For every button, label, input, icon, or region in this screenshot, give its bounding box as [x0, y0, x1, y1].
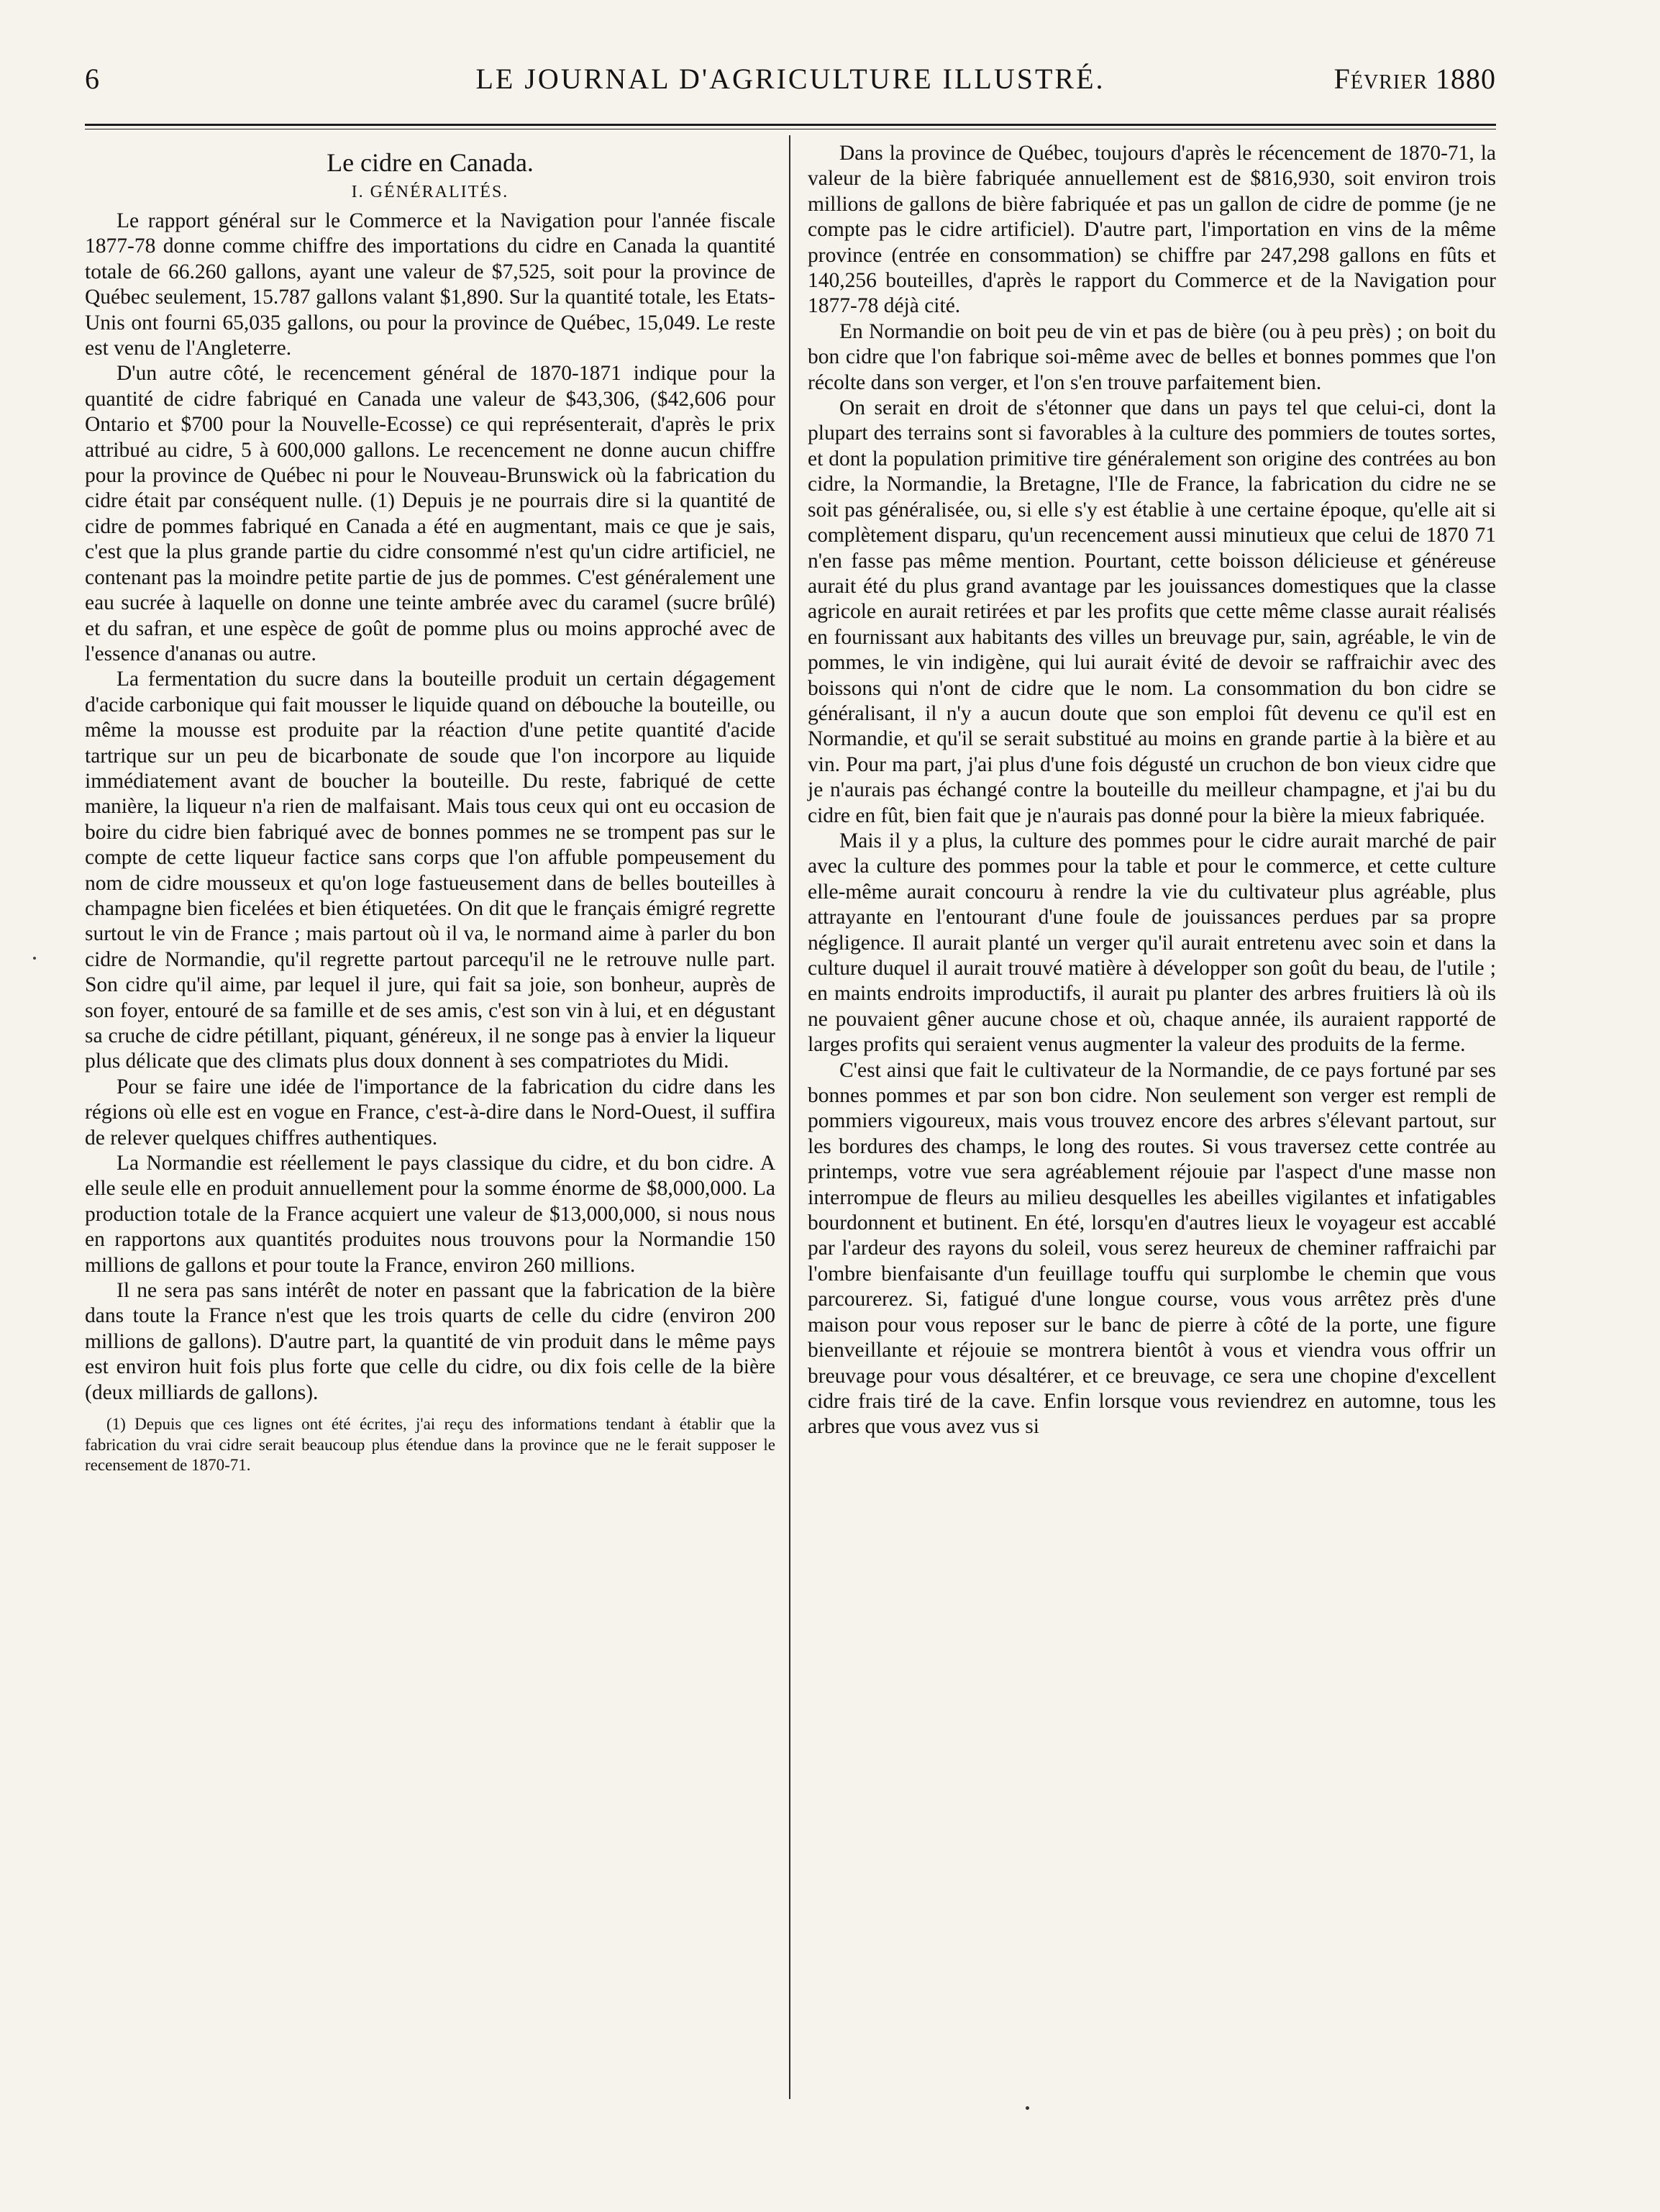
page-number: 6 — [85, 63, 100, 95]
journal-title: LE JOURNAL D'AGRICULTURE ILLUSTRÉ. — [475, 63, 1105, 95]
paragraph: C'est ainsi que fait le cultivateur de la Normandie, de ce pays fortuné par ses bonnes pommes et par son bon cidre. Non seulement son verger est rempli de pommiers vigoureux, mais vous trouvez encore des arbres s'élevant partout, sur les bordures des champs, le long des routes. Si vous traversez cette contrée au printemps, votre vue sera agréablement réjouie par l'aspect d'une masse non interrompue de fleurs au milieu desquelles les abeilles vigilantes et infatigables bourdonnent et butinent. En été, lorsqu'en d'autres lieux le voyageur est accablé par l'ardeur des rayons du soleil, vous serez heureux de cheminer raffraichi par l'ombre bienfaisante d'un feuillage touffu qui surplombe le chemin que vous parcourerez. Si, fatigué d'une longue course, vous vous arrêtez près d'une maison pour vous reposer sur le banc de pierre à côté de la porte, une figure bienveillante et réjouie se montrera bientôt à vous et viendra vous offrir un breuvage pour vous désaltérer, et ce breuvage, ce sera une chopine d'excellent cidre frais tiré de la cave. Enfin lorsque vous reviendrez en automne, tous les arbres que vous avez vus si — [808, 1058, 1496, 1439]
article-title: Le cidre en Canada. — [327, 148, 534, 177]
ink-speck — [33, 957, 36, 960]
paragraph: Mais il y a plus, la culture des pommes pour le cidre aurait marché de pair avec la culture des pommes pour la table et pour le commerce, et cette culture elle-même aurait concouru à rendre la vie du cultivateur plus agréable, plus attrayante en l'entourant d'une foule de jouissances perdues par sa propre négligence. Il aurait planté un verger qu'il aurait entretenu avec soin et dans la culture duquel il aurait trouvé matière à développer son goût du beau, de l'utile ; en maints endroits improductifs, il aurait pu planter des arbres fruitiers là où ils ne pouvaient gêner aucune chose et où, chaque année, ils auraient rapporté de larges profits qui seraient venus augmenter la valeur des produits de la ferme. — [808, 829, 1496, 1057]
section-heading: I. GÉNÉRALITÉS. — [351, 183, 509, 201]
paragraph: Le rapport général sur le Commerce et la Navigation pour l'année fiscale 1877-78 donne comme chiffre des importations du cidre en Canada la quantité totale de 66.260 gallons, ayant une valeur de $7,525, soit pour la province de Québec seulement, 15.787 gallons valant $1,890. Sur la quantité totale, les Etats-Unis ont fourni 65,035 gallons, ou pour la province de Québec, 15,049. Le reste est venu de l'Angleterre. — [85, 209, 775, 360]
footnote: (1) Depuis que ces lignes ont été écrites, j'ai reçu des informations tendant à établir que la fabrication du vrai cidre serait beaucoup plus étendue dans la province que ne le ferait supposer le recensement de 1870-71. — [85, 1415, 775, 1475]
ink-speck — [1026, 2106, 1029, 2110]
right-column — [808, 141, 1496, 1440]
paragraph: D'un autre côté, le recencement général de 1870-1871 indique pour la quantité de cidre fabriqué en Canada une valeur de $43,306, ($42,606 pour Ontario et $700 pour la Nouvelle-Ecosse) ce qui représenterait, d'après le prix attribué au cidre, 5 à 600,000 gallons. Le recencement ne donne aucun chiffre pour la province de Québec ni pour le Nouveau-Brunswick où la fabrication du cidre était par conséquent nulle. (1) Depuis je ne pourrais dire si la quantité de cidre de pommes fabriqué en Canada a été en augmentant, mais ce que je sais, c'est que la plus grande partie du cidre consommé n'est qu'un cidre artificiel, ne contenant pas la moindre petite partie de jus de pommes. C'est généralement une eau sucrée à laquelle on donne une teinte ambrée avec du caramel (sucre brûlé) et du safran, et une espèce de goût de pomme plus ou moins approché avec de l'essence d'ananas ou autre. — [85, 362, 775, 665]
paragraph: La fermentation du sucre dans la bouteille produit un certain dégagement d'acide carbonique qui fait mousser le liquide quand on débouche la bouteille, ou même la mousse est produite par la réaction d'une petite quantité d'acide tartrique sur un peu de bicarbonate de soude que l'on incorpore au liquide immédiatement avant de boucher la bouteille. Du reste, fabriqué de cette manière, la liqueur n'a rien de malfaisant. Mais tous ceux qui ont eu occasion de boire du cidre bien fabriqué avec de bonnes pommes ne se trompent pas sur le compte de cette liqueur factice sans corps que l'on affuble pompeusement du nom de cidre mousseux et qu'on loge fastueusement dans de belles bouteilles à champagne bien ficelées et bien étiquetées. On dit que le français émigré regrette surtout le vin de France ; mais partout où il va, le normand aime à parler du bon cidre de Normandie, qu'il regrette partout parcequ'il ne le retrouve nulle part. Son cidre qu'il aime, par lequel il jure, qui fait sa joie, son bonheur, auprès de son foyer, entouré de sa famille et de ses amis, c'est son vin à lui, et en dégustant sa cruche de cidre pétillant, piquant, généreux, il ne songe pas à envier la liqueur plus délicate que des climats plus doux donnent à ses compatriotes du Midi. — [85, 668, 775, 1073]
left-column — [85, 141, 775, 1476]
paragraph: On serait en droit de s'étonner que dans un pays tel que celui-ci, dont la plupart des terrains sont si favorables à la culture des pommiers de toutes sortes, et dont la population primitive tire généralement son origine des contrées au bon cidre, la Normandie, la Bretagne, l'Ile de France, la fabrication du cidre ne se soit pas généralisée, ou, si elle s'y est établie à une certaine époque, qu'elle ait si complètement disparu, qu'un recencement aussi minutieux que celui de 1870 71 n'en fasse pas même mention. Pourtant, cette boisson délicieuse et généreuse aurait été du plus grand avantage par les jouissances domestiques que la classe agricole en aurait retirées et par les profits que cette même classe aurait réalisés en fournissant aux habitants des villes un breuvage pur, sain, agréable, le vin de pommes, le vin indigène, qui lui aurait évité de devoir se raffraichir avec des boissons qui n'ont de cidre que le nom. La consommation du bon cidre se généralisant, il n'y a aucun doute que son emploi fût devenu ce qu'il est en Normandie, et qu'il se serait substitué au moins en grande partie à la bière et au vin. Pour ma part, j'ai plus d'une fois dégusté un cruchon de bon vieux cidre que je n'aurais pas échangé contre la bouteille du meilleur champagne, et j'ai bu du cidre en fût, bien fait que je n'aurais pas donné pour la bière la mieux fabriquée. — [808, 396, 1496, 827]
header-rule — [85, 124, 1496, 129]
paragraph: Dans la province de Québec, toujours d'après le récencement de 1870-71, la valeur de la bière fabriquée annuellement est de $816,930, soit environ trois millions de gallons de bière fabriquée et pas un gallon de cidre de pomme (je ne compte pas le cidre artificiel). D'autre part, l'importation en vins de la même province (entrée en consommation) se chiffre par 247,298 gallons en fûts et 140,256 bouteilles, d'après le rapport du Commerce et de la Navigation pour 1877-78 déjà cité. — [808, 142, 1496, 318]
paragraph: En Normandie on boit peu de vin et pas de bière (ou à peu près) ; on boit du bon cidre que l'on fabrique soi-même avec de belles et bonnes pommes que l'on récolte dans son verger, et l'on s'en trouve parfaitement bien. — [808, 319, 1496, 394]
issue-date: Février 1880 — [1333, 63, 1496, 95]
running-header — [85, 62, 1496, 104]
paragraph: Il ne sera pas sans intérêt de noter en passant que la fabrication de la bière dans toute la France n'est que les trois quarts de celle du cidre (environ 200 millions de gallons). D'autre part, la quantité de vin produit dans le même pays est environ huit fois plus forte que celle du cidre, ou dix fois celle de la bière (deux milliards de gallons). — [85, 1279, 775, 1404]
paragraph: La Normandie est réellement le pays classique du cidre, et du bon cidre. A elle seule elle en produit annuellement pour la somme énorme de $8,000,000. La production totale de la France acquiert une valeur de $13,000,000, si nous nous en rapportons aux quantités produites nous trouvons pour la Normandie 150 millions de gallons et pour toute la France, environ 260 millions. — [85, 1152, 775, 1277]
paragraph: Pour se faire une idée de l'importance de la fabrication du cidre dans les régions où elle est en vogue en France, c'est-à-dire dans le Nord-Ouest, il suffira de relever quelques chiffres authentiques. — [85, 1075, 775, 1150]
column-divider — [789, 135, 790, 2099]
